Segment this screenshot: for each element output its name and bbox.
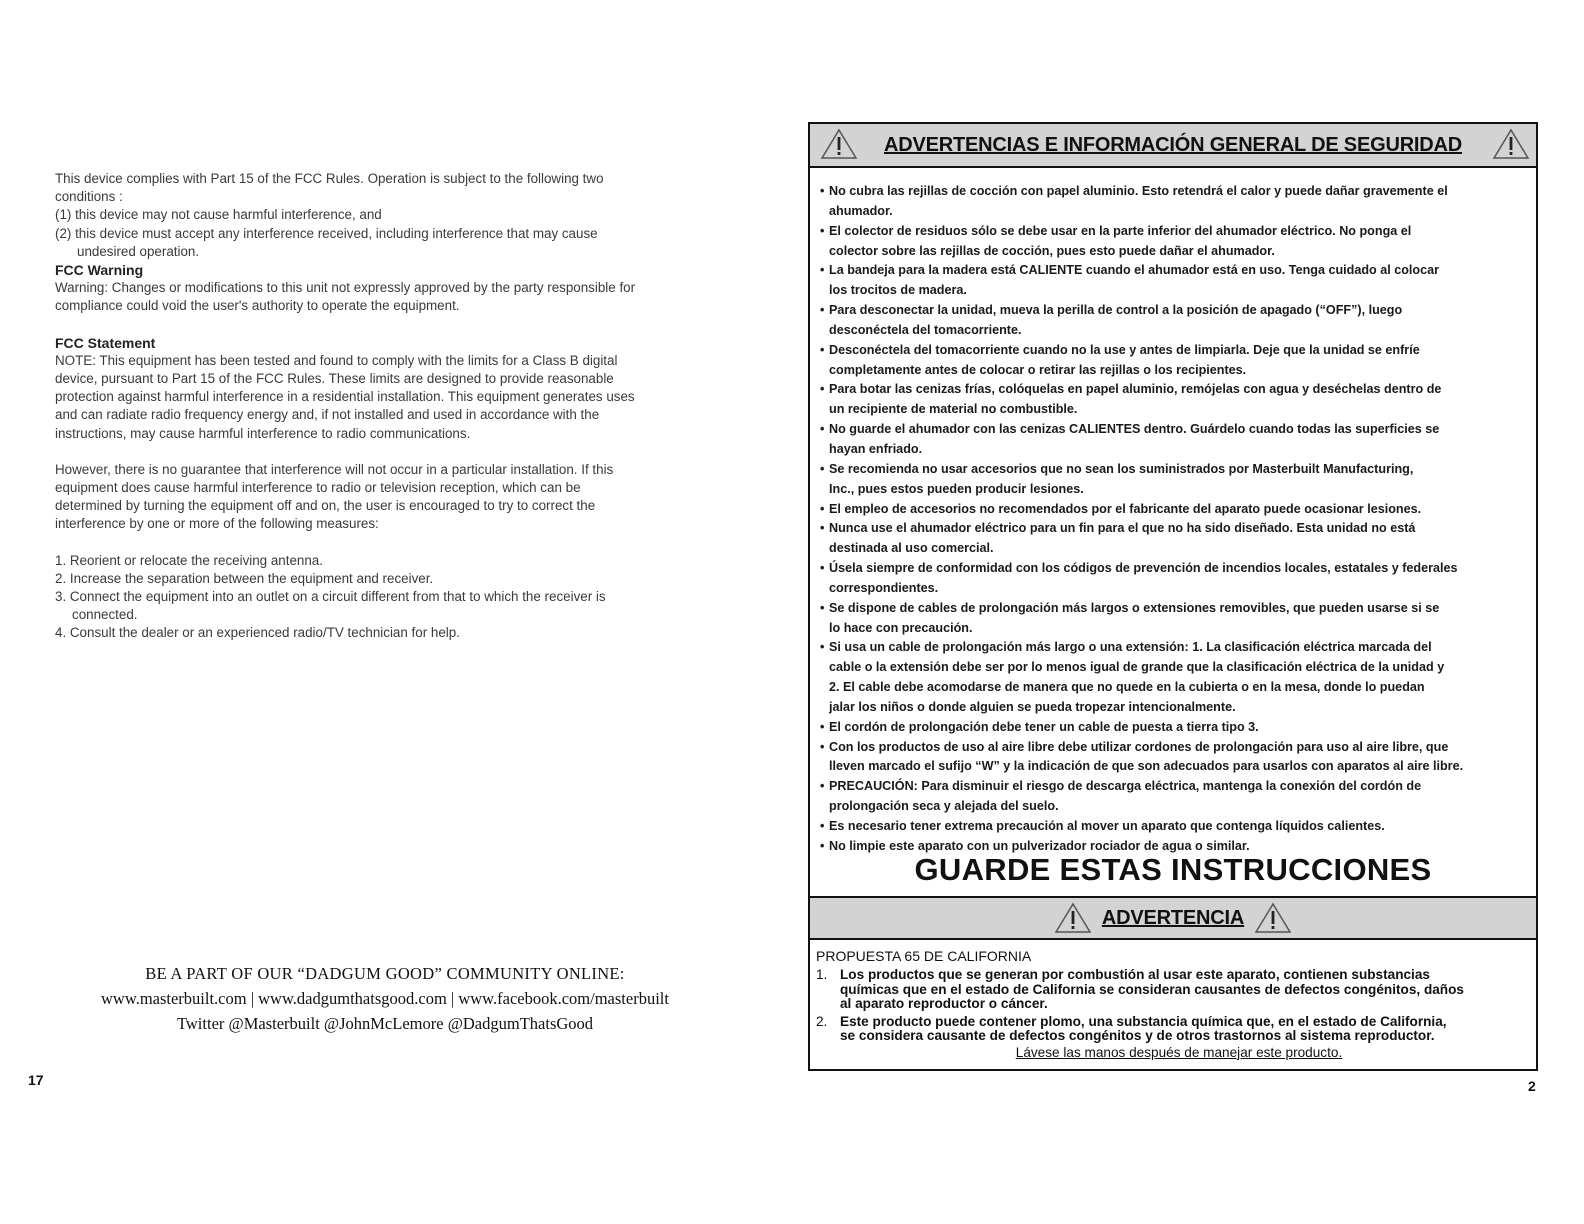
measures-list xyxy=(55,552,745,643)
safety-bullet-line: hayan enfriado. xyxy=(829,441,923,456)
safety-bullet-line: los trocitos de madera. xyxy=(829,283,967,298)
safety-bullet-line: lleven marcado el sufijo “W” y la indicación de que son adecuados para usarlos con aparatos al aire libre. xyxy=(829,759,1464,774)
safety-bullet-line: desconéctela del tomacorriente. xyxy=(829,322,1022,337)
safety-title: ADVERTENCIAS E INFORMACIÓN GENERAL DE SEGURIDAD xyxy=(883,133,1463,156)
condition-2: (2) this device must accept any interference received, including interference that may cause xyxy=(55,225,598,241)
prop65-item-line: al aparato reproductor o cáncer. xyxy=(840,996,1048,1012)
safety-bullet-item xyxy=(820,261,1532,301)
safety-bullet-line: cable o la extensión debe ser por lo menos igual de grande que la clasificación eléctrica de la unidad y xyxy=(829,660,1445,675)
fcc-warning-line: compliance could void the user's authority to operate the equipment. xyxy=(55,298,460,314)
safety-bullet-line: • Se dispone de cables de prolongación más largos o extensiones removibles, que pueden usarse si se xyxy=(829,600,1440,615)
fcc-warning-line: Warning: Changes or modifications to this unit not expressly approved by the party responsible for xyxy=(55,280,636,296)
warning-triangle-icon xyxy=(820,128,858,160)
fcc-statement-line: equipment does cause harmful interference to radio or television reception, which can be xyxy=(55,480,581,496)
safety-warnings-box xyxy=(808,122,1538,1071)
measure-item: 3. Connect the equipment into an outlet on a circuit different from that to which the receiver is xyxy=(55,589,606,605)
prop65-title: PROPUESTA 65 DE CALIFORNIA xyxy=(816,948,1032,964)
safety-bullet-item xyxy=(820,559,1532,599)
page-number-right: 2 xyxy=(1528,1078,1536,1094)
advertencia-title: ADVERTENCIA xyxy=(1101,906,1245,929)
safety-bullet-line: • Desconéctela del tomacorriente cuando no la use y antes de limpiarla. Deje que la unidad se enfríe xyxy=(829,342,1420,357)
safety-bullet-line: destinada al uso comercial. xyxy=(829,541,994,556)
safety-bullet-item xyxy=(820,182,1532,222)
prop65-item-line: se considera causante de defectos congénitos y de otros trastornos al sistema reproductor. xyxy=(840,1028,1435,1044)
safety-bullet-line: lo hace con precaución. xyxy=(829,620,973,635)
safety-bullet-line: • Con los productos de uso al aire libre debe utilizar cordones de prolongación para uso al aire libre, que xyxy=(829,739,1449,754)
fcc-statement-line: interference by one or more of the following measures: xyxy=(55,516,379,532)
prop65-item xyxy=(816,968,1532,1012)
fcc-statement-line: NOTE: This equipment has been tested and found to comply with the limits for a Class B digital xyxy=(55,352,618,368)
safety-banner xyxy=(810,124,1536,168)
safety-bullet-line: • Nunca use el ahumador eléctrico para un fin para el que no ha sido diseñado. Esta unidad no está xyxy=(829,521,1416,536)
safety-bullet-line: ahumador. xyxy=(829,203,893,218)
prop65-item-number: 2. xyxy=(816,1013,828,1029)
fcc-section xyxy=(55,170,745,643)
safety-bullet-line: • No cubra las rejillas de cocción con papel aluminio. Esto retendrá el calor y puede dañar gravemente el xyxy=(829,184,1448,198)
safety-bullet-line: • El cordón de prolongación debe tener un cable de puesta a tierra tipo 3. xyxy=(829,719,1259,734)
condition-2-cont: undesired operation. xyxy=(77,243,200,259)
safety-bullet-item xyxy=(820,341,1532,381)
prop65-section xyxy=(816,948,1532,1060)
safety-bullet-item xyxy=(820,777,1532,817)
safety-bullet-line: • Se recomienda no usar accesorios que no sean los suministrados por Masterbuilt Manufacturing, xyxy=(829,461,1414,476)
safety-bullet-line: • Si usa un cable de prolongación más largo o una extensión: 1. La clasificación eléctrica marcada del xyxy=(829,640,1432,655)
fcc-statement-line: and can radiate radio frequency energy and, if not installed and used in accordance with the xyxy=(55,407,600,423)
safety-bullet-line: prolongación seca y alejada del suelo. xyxy=(829,799,1059,814)
safety-bullet-line: Inc., pues estos pueden producir lesiones. xyxy=(829,481,1084,496)
safety-bullet-item xyxy=(820,817,1532,837)
fcc-statement-heading: FCC Statement xyxy=(55,334,156,351)
fcc-statement-line: determined by turning the equipment off and on, the user is encouraged to try to correct the xyxy=(55,498,596,514)
page-number-left: 17 xyxy=(28,1072,44,1088)
warning-triangle-icon xyxy=(1492,128,1530,160)
fcc-warning-heading: FCC Warning xyxy=(55,262,144,279)
safety-bullet-line: 2. El cable debe acomodarse de manera que no quede en la cubierta o en la mesa, donde lo puedan xyxy=(829,680,1425,695)
safety-bullet-line: • No guarde el ahumador con las cenizas CALIENTES dentro. Guárdelo cuando todas las superficies se xyxy=(829,422,1440,437)
intro-line-1: This device complies with Part 15 of the FCC Rules. Operation is subject to the following two xyxy=(55,171,604,186)
wash-hands-note: Lávese las manos después de manejar este producto. xyxy=(1015,1044,1343,1060)
safety-bullet-item xyxy=(820,420,1532,460)
measure-item: 2. Increase the separation between the equipment and receiver. xyxy=(55,570,434,586)
safety-bullet-item xyxy=(820,738,1532,778)
safety-bullet-line: • No limpie este aparato con un pulverizador rociador de agua o similar. xyxy=(829,838,1250,853)
safety-bullet-item xyxy=(820,222,1532,262)
fcc-statement-line: protection against harmful interference in a residential installation. This equipment generates uses xyxy=(55,389,635,405)
safety-bullet-line: • Para desconectar la unidad, mueva la perilla de control a la posición de apagado (“OFF”), luego xyxy=(829,303,1403,318)
prop65-item-line: químicas que en el estado de California se consideran causantes de defectos congénitos, daños xyxy=(840,981,1464,997)
safety-bullet-item xyxy=(820,718,1532,738)
safety-bullet-line: • La bandeja para la madera está CALIENTE cuando el ahumador está en uso. Tenga cuidado al colocar xyxy=(829,263,1440,278)
fcc-statement-line: instructions, may cause harmful interference to radio communications. xyxy=(55,425,471,441)
safety-bullet-line: • El colector de residuos sólo se debe usar en la parte inferior del ahumador eléctrico. No ponga el xyxy=(829,223,1412,238)
safety-bullet-item xyxy=(820,519,1532,559)
prop65-item-line: Este producto puede contener plomo, una substancia química que, en el estado de California, xyxy=(840,1013,1447,1029)
advertencia-banner xyxy=(810,896,1536,940)
safety-bullet-line: • Úsela siempre de conformidad con los códigos de prevención de incendios locales, estatales y federales xyxy=(829,561,1458,576)
safety-bullet-item xyxy=(820,380,1532,420)
prop65-item xyxy=(816,1015,1532,1044)
community-heading: BE A PART OF OUR “DADGUM GOOD” COMMUNITY ONLINE: xyxy=(145,964,625,983)
save-instructions-heading: GUARDE ESTAS INSTRUCCIONES xyxy=(914,852,1432,887)
safety-bullet-item xyxy=(820,460,1532,500)
prop65-item-line: Los productos que se generan por combustión al usar este aparato, contienen substancias xyxy=(840,967,1430,982)
fcc-statement-line: However, there is no guarantee that interference will not occur in a particular installation. If this xyxy=(55,461,614,477)
measure-item: 1. Reorient or relocate the receiving antenna. xyxy=(55,552,323,568)
safety-bullet-line: jalar los niños o donde alguien se pueda tropezar intencionalmente. xyxy=(829,699,1236,714)
condition-1: (1) this device may not cause harmful interference, and xyxy=(55,207,382,223)
measure-item-cont: connected. xyxy=(72,607,138,623)
warning-triangle-icon xyxy=(1054,902,1092,934)
community-links[interactable]: www.masterbuilt.com | www.dadgumthatsgood.com | www.facebook.com/masterbuilt xyxy=(101,989,669,1008)
safety-bullet-item xyxy=(820,301,1532,341)
measure-item: 4. Consult the dealer or an experienced radio/TV technician for help. xyxy=(55,625,460,641)
safety-bullet-line: • El empleo de accesorios no recomendados por el fabricante del aparato puede ocasionar lesiones. xyxy=(829,501,1422,516)
prop65-item-number: 1. xyxy=(816,967,828,982)
safety-bullet-line: colector sobre las rejillas de cocción, pues esto puede dañar el ahumador. xyxy=(829,243,1275,258)
fcc-statement-line: device, pursuant to Part 15 of the FCC Rules. These limits are designed to provide reasonable xyxy=(55,371,614,387)
community-twitter[interactable]: Twitter @Masterbuilt @JohnMcLemore @DadgumThatsGood xyxy=(176,1014,594,1033)
safety-bullet-list xyxy=(820,182,1532,857)
community-block xyxy=(20,961,750,1036)
safety-bullet-line: • PRECAUCIÓN: Para disminuir el riesgo de descarga eléctrica, mantenga la conexión del cordón de xyxy=(829,779,1422,794)
warning-triangle-icon xyxy=(1254,902,1292,934)
safety-bullet-item xyxy=(820,500,1532,520)
safety-bullet-line: completamente antes de colocar o retirar las rejillas o los recipientes. xyxy=(829,362,1247,377)
safety-bullet-line: • Es necesario tener extrema precaución al mover un aparato que contenga líquidos calientes. xyxy=(829,819,1385,833)
safety-bullet-line: • Para botar las cenizas frías, colóquelas en papel aluminio, remójelas con agua y deséchelas dentro de xyxy=(829,382,1442,397)
safety-bullet-item xyxy=(820,638,1532,717)
safety-bullet-item xyxy=(820,599,1532,639)
intro-line-2: conditions : xyxy=(55,189,123,205)
safety-bullet-line: correspondientes. xyxy=(829,580,939,595)
safety-bullet-line: un recipiente de material no combustible. xyxy=(829,402,1078,417)
